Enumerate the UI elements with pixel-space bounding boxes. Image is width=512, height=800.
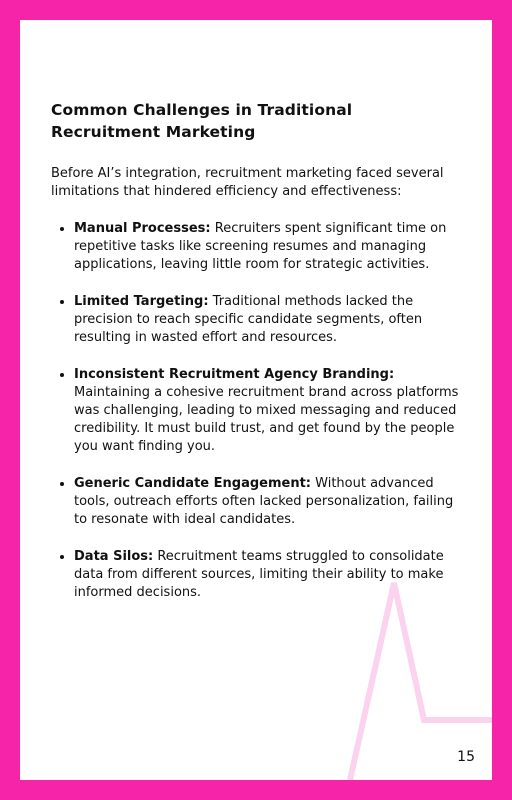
section-heading: Common Challenges in Traditional Recruitment Marketing — [51, 101, 353, 141]
intro-paragraph: Before AI’s integration, recruitment marketing faced several limitations that hindered efficiency and effectiveness: — [51, 166, 444, 199]
list-item — [74, 219, 466, 274]
list-item-text: Recruiters spent significant time on repetitive tasks like screening resumes and managing applications, leaving little room for strategic activities. — [74, 221, 447, 272]
page-content — [51, 99, 466, 620]
list-item — [74, 547, 466, 602]
document-page — [20, 20, 492, 780]
list-item — [74, 292, 466, 347]
list-item — [74, 474, 466, 529]
list-item-title: Data Silos: — [74, 549, 154, 564]
challenges-list — [51, 219, 466, 602]
page-number: 15 — [457, 749, 475, 765]
list-item — [74, 365, 466, 456]
list-item-title: Limited Targeting: — [74, 294, 209, 309]
list-item-text: Maintaining a cohesive recruitment brand across platforms was challenging, leading to mixed messaging and reduced credibility. It must build trust, and get found by the people you want finding you. — [74, 385, 459, 454]
list-item-text: Recruitment teams struggled to consolidate data from different sources, limiting their ability to make informed decisions. — [74, 549, 444, 600]
list-item-title: Generic Candidate Engagement: — [74, 476, 311, 491]
list-item-title: Manual Processes: — [74, 221, 211, 236]
list-item-text: Without advanced tools, outreach efforts often lacked personalization, failing to resonate with ideal candidates. — [74, 476, 454, 527]
list-item-text: Traditional methods lacked the precision to reach specific candidate segments, often resulting in wasted effort and resources. — [74, 294, 423, 345]
list-item-title: Inconsistent Recruitment Agency Branding: — [74, 367, 395, 382]
